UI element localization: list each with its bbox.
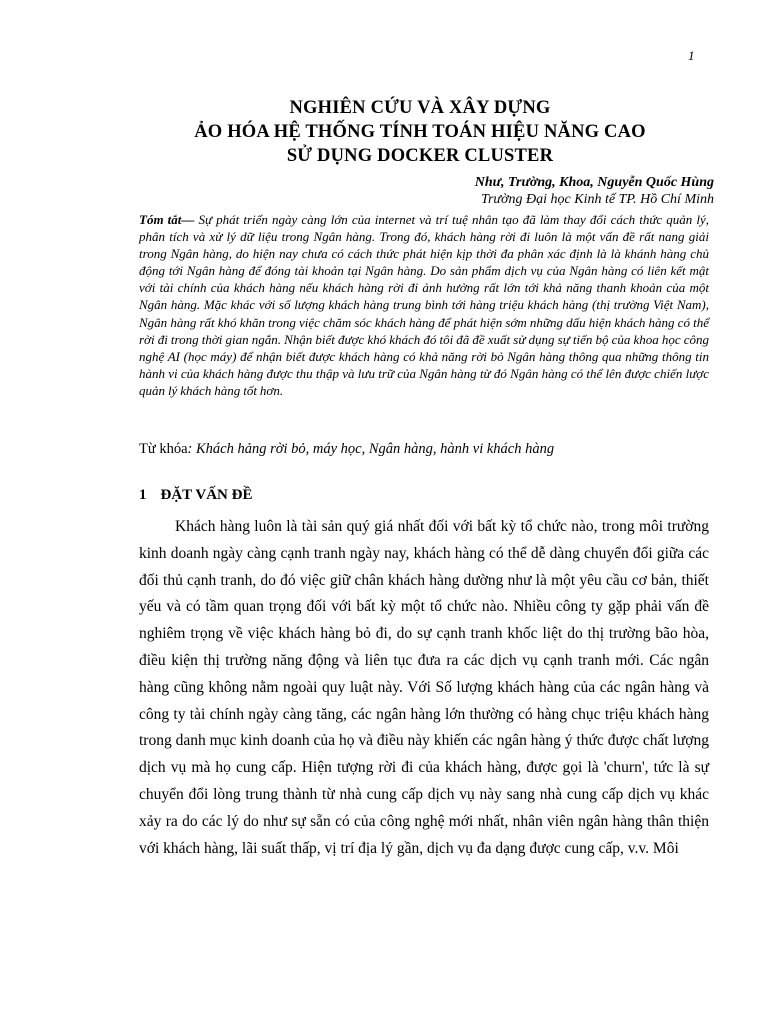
author-block (475, 174, 714, 208)
paper-title (100, 96, 740, 168)
author-affiliation: Trường Đại học Kinh tế TP. Hồ Chí Minh (480, 192, 714, 207)
keywords (139, 440, 709, 458)
title-line-2: ẢO HÓA HỆ THỐNG TÍNH TOÁN HIỆU NĂNG CAO (194, 122, 646, 142)
title-line-3: SỬ DỤNG DOCKER CLUSTER (286, 146, 554, 166)
abstract-label: Tóm tắt— (139, 212, 195, 227)
section-heading (139, 487, 252, 504)
keywords-label: Từ khóa (139, 441, 188, 457)
body-paragraph: Khách hàng luôn là tài sản quý giá nhất đối với bất kỳ tổ chức nào, trong môi trường kinh doanh ngày càng cạnh tranh ngày nay, khách hàng có thể dễ dàng chuyển đổi giữa các đối thủ cạnh tranh, do đó việc giữ chân khách hàng dường như là một yêu cầu cơ bản, thiết yếu và có tầm quan trọng đối với bất kỳ một tổ chức nào. Nhiều công ty gặp phải vấn đề nghiêm trọng về việc khách hàng bỏ đi, do sự cạnh tranh khốc liệt do thị trường bão hòa, điều kiện thị trường năng động và liên tục đưa ra các dịch vụ cạnh tranh mới. Các ngân hàng cũng không nằm ngoài quy luật này. Với Số lượng khách hàng của các ngân hàng và công ty tài chính ngày càng tăng, các ngân hàng lớn thường có hàng chục triệu khách hàng trong danh mục kinh doanh của họ và điều này khiến các ngân hàng ý thức được chất lượng dịch vụ mà họ cung cấp. Hiện tượng rời đi của khách hàng, được gọi là 'churn', tức là sự chuyển đổi lòng trung thành từ nhà cung cấp dịch vụ này sang nhà cung cấp dịch vụ khác xảy ra do các lý do như sự sẵn có của công nghệ mới nhất, nhân viên ngân hàng thân thiện với khách hàng, lãi suất thấp, vị trí địa lý gần, dịch vụ đa dạng được cung cấp, v.v. Môi (139, 518, 709, 857)
page-number: 1 (688, 48, 695, 63)
title-line-1: NGHIÊN CỨU VÀ XÂY DỰNG (289, 98, 551, 118)
section-title: ĐẶT VẤN ĐỀ (160, 487, 253, 503)
author-names: Như, Trường, Khoa, Nguyễn Quốc Hùng (474, 175, 714, 190)
keywords-values: : Khách hảng rời bỏ, máy học, Ngân hàng, hành vi khách hàng (187, 441, 555, 457)
abstract-text: Sự phát triển ngày càng lớn của internet và trí tuệ nhân tạo đã làm thay đổi cách thức quản lý, phân tích và xử lý dữ liệu trong Ngân hàng. Trong đó, khách hàng rời đi luôn là một vấn đề rất nang giải trong Ngân hàng, do hiện nay chưa có cách thức phát hiện kịp thời đa phân xác định là là khánh hàng chủ động tới Ngân hàng để đóng tài khoản tại Ngân hàng. Do sản phẩm dịch vụ của Ngân hàng có liên kết mật với tài chính của khách hàng nếu khách hàng rời đi ảnh hưởng rất lớn tới khả năng thanh khoản của một Ngân hàng. Mặc khác với số lượng khách hàng trung bình tới hàng triệu khách hàng (thị trường Việt Nam), Ngân hàng rất khó khăn trong việc chăm sóc khách hàng để phát hiện sớm những dấu hiện khách hàng có thể rời đi trong thời gian ngắn. Nhận biết được khó khách đó tôi đã đề xuất sử dụng sự tiến bộ của khoa học công nghệ AI (học máy) để nhận biết được khách hàng có khả năng rời bỏ Ngân hàng thông qua những thông tin hành vi của khách hàng được thu thập và lưu trữ của Ngân hàng từ đó Ngân hàng có thể lên được chiến lược quản lý khách hàng tốt hơn. (139, 212, 709, 398)
abstract (139, 211, 709, 399)
section-number: 1 (139, 487, 147, 503)
